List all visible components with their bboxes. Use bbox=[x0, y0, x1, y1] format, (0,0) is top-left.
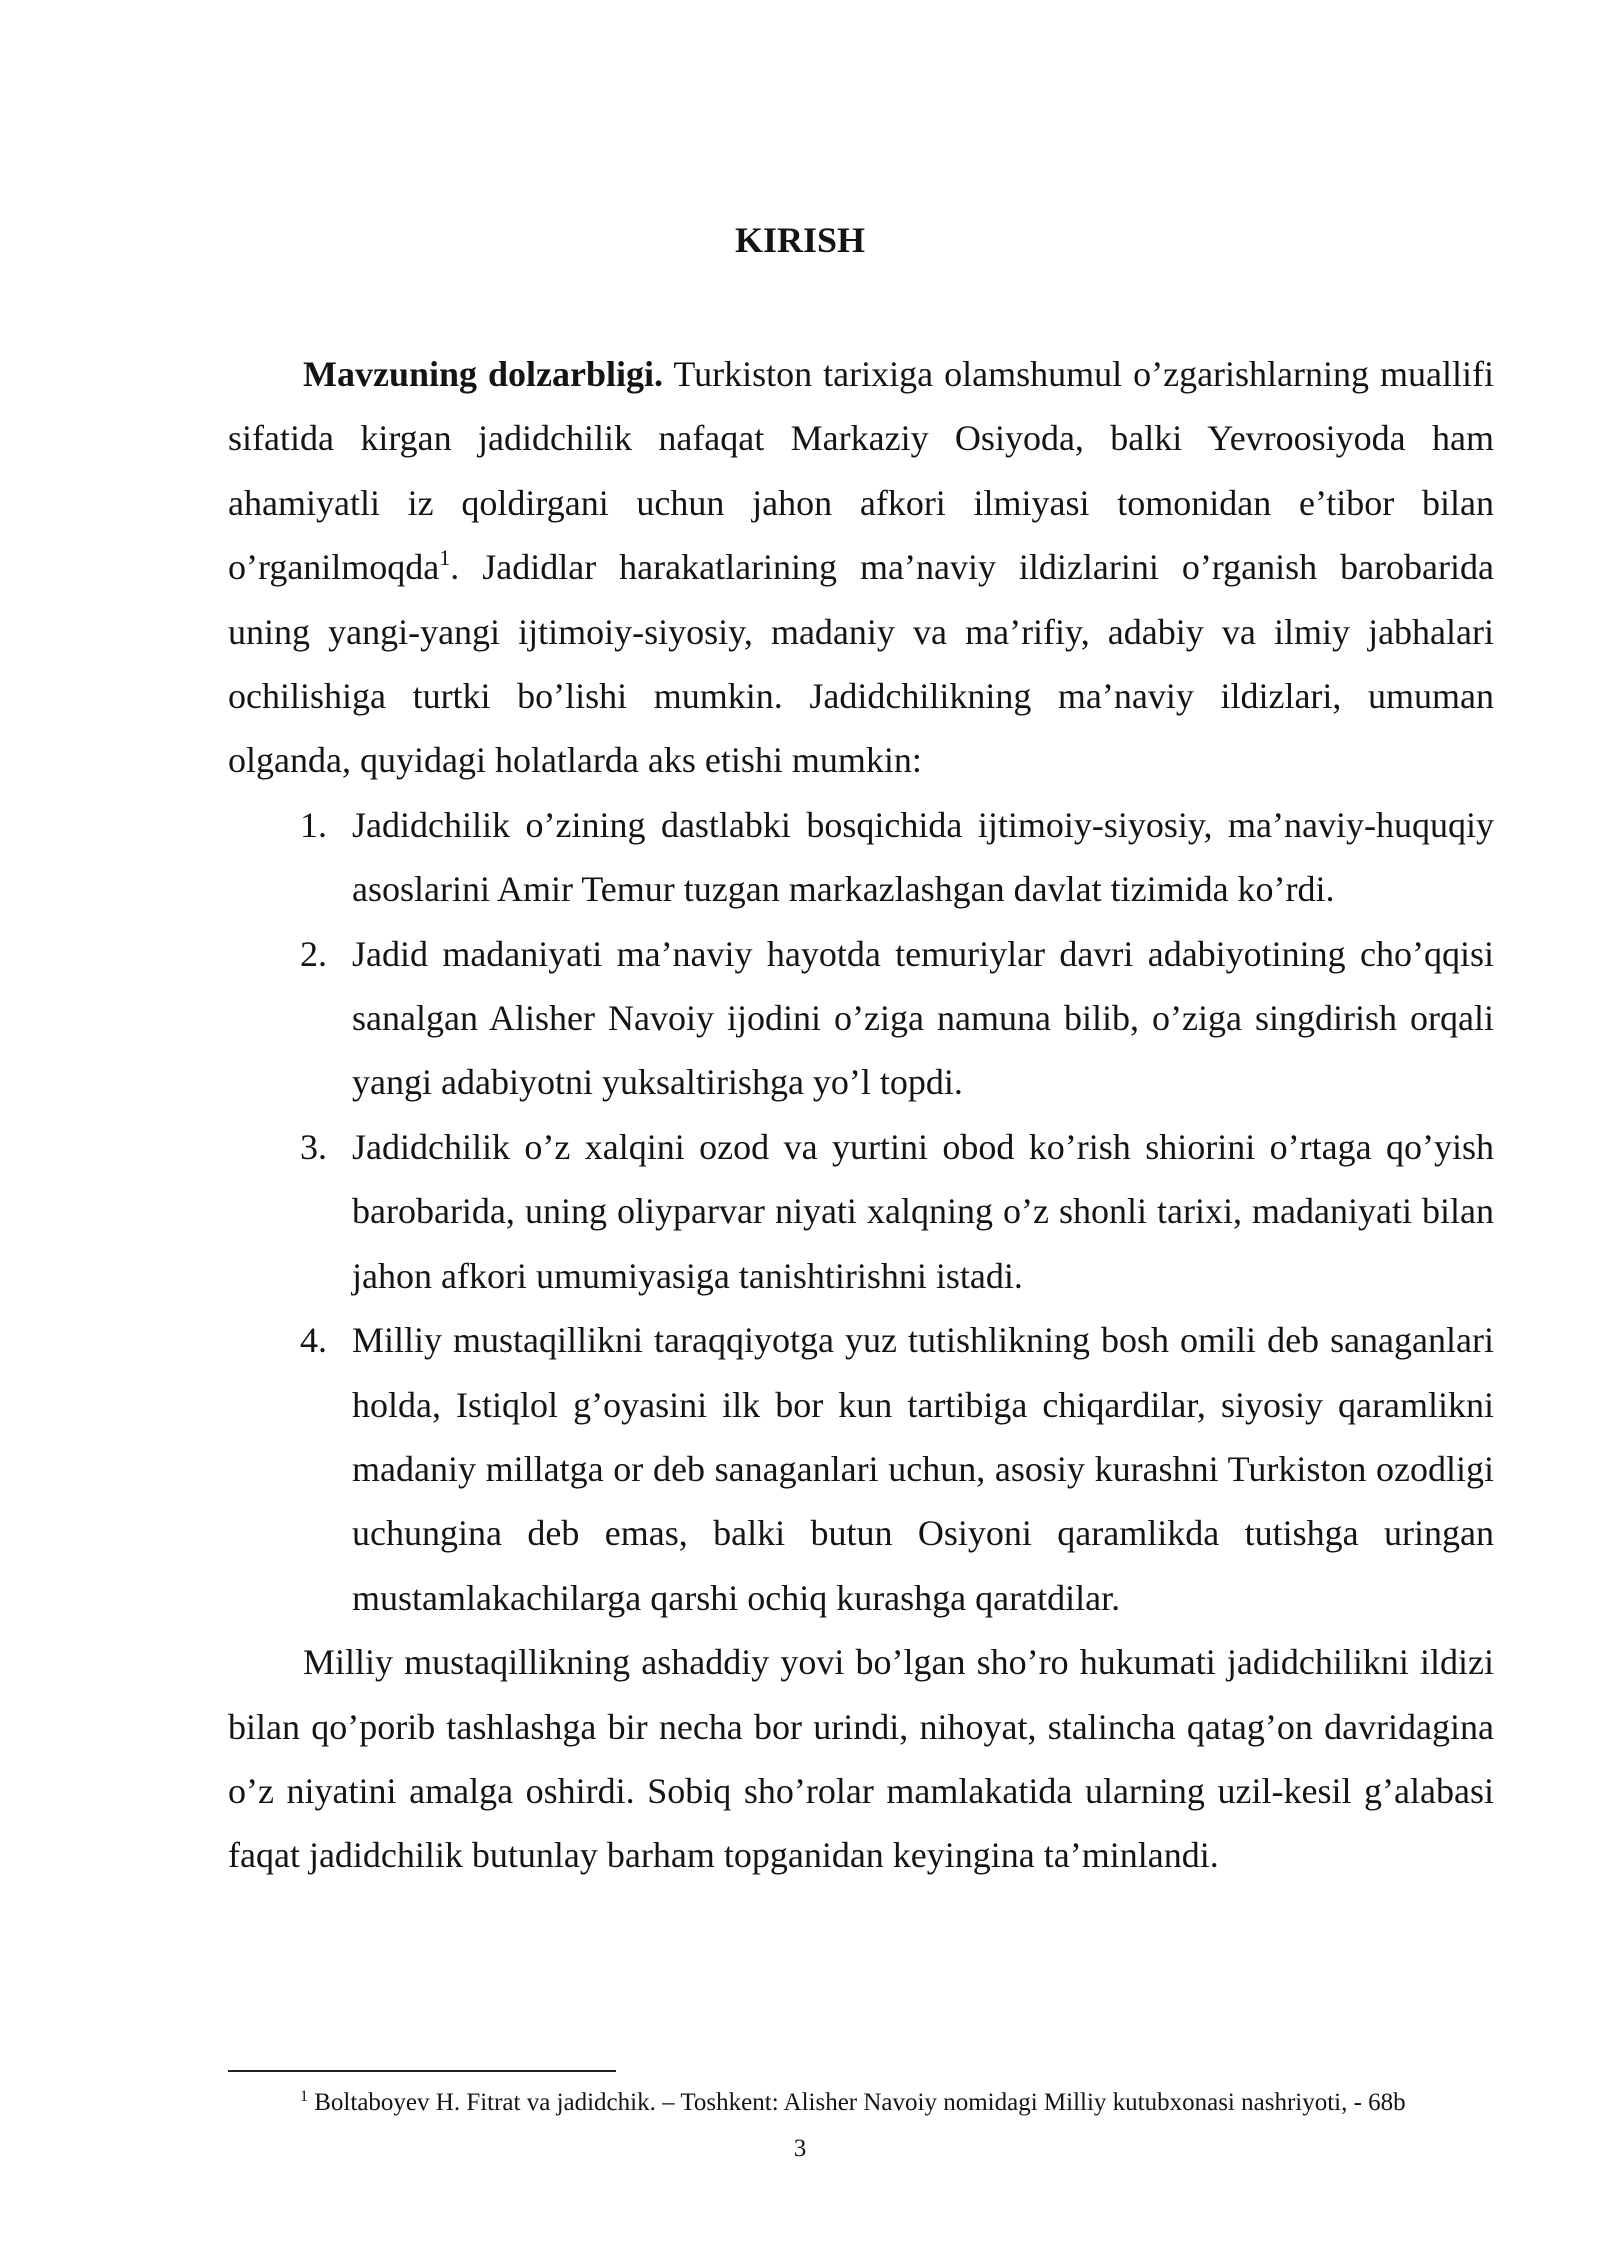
list-item bbox=[228, 1115, 1494, 1308]
footnote-marker: 1 bbox=[300, 2088, 308, 2105]
footnote-reference[interactable]: 1 bbox=[439, 545, 451, 571]
list-item-text: Jadidchilik o’zining dastlabki bosqichida ijtimoiy-siyosiy, ma’naviy-huquqiy asoslarini Amir Temur tuzgan markazlashgan davlat tizimida ko’rdi. bbox=[352, 804, 1494, 910]
numbered-list bbox=[228, 793, 1494, 1630]
list-item-number: 1. bbox=[300, 804, 327, 845]
relevance-heading: Mavzuning dolzarbligi. bbox=[303, 354, 664, 394]
list-item-text: Milliy mustaqillikni taraqqiyotga yuz tutishlikning bosh omili deb sanaganlari holda, Istiqlol g’oyasini ilk bor kun tartibiga chiqardilar, siyosiy qaramlikni madaniy millatga or deb sanaganlari uchun, asosiy kurashni Turkiston ozodligi uchungina deb emas, balki butun Osiyoni qaramlikda tutishga uringan mustamlakachilarga qarshi ochiq kurashga qaratdilar. bbox=[352, 1320, 1494, 1618]
intro-text-after-ref: . Jadidlar harakatlarining ma’naviy ildizlarini o’rganish barobarida uning yangi-yangi ijtimoiy-siyosiy, madaniy va ma’rifiy, adabiy va ilmiy jabhalari ochilishiga turtki bo’lishi mumkin. Jadidchilikning ma’naviy ildizlari, umuman olganda, quyidagi holatlarda aks etishi mumkin: bbox=[228, 547, 1494, 781]
footnote bbox=[300, 2087, 1520, 2119]
list-item-number: 2. bbox=[300, 933, 327, 974]
footnote-text: Boltaboyev H. Fitrat va jadidchik. – Toshkent: Alisher Navoiy nomidagi Milliy kutubxonasi nashriyoti, - 68b bbox=[308, 2089, 1406, 2116]
list-item-text: Jadidchilik o’z xalqini ozod va yurtini obod ko’rish shiorini o’rtaga qo’yish barobarida, uning oliyparvar niyati xalqning o’z shonli tarixi, madaniyati bilan jahon afkori umumiyasiga tanishtirishni istadi. bbox=[352, 1126, 1494, 1296]
list-item-number: 3. bbox=[300, 1126, 327, 1167]
page-number: 3 bbox=[793, 2135, 807, 2162]
list-item bbox=[228, 793, 1494, 922]
closing-paragraph: Milliy mustaqillikning ashaddiy yovi bo’lgan sho’ro hukumati jadidchilikni ildizi bilan qo’porib tashlashga bir necha bor urindi, nihoyat, stalincha qatag’on davridagina o’z niyatini amalga oshirdi. Sobiq sho’rolar mamlakatida ularning uzil-kesil g’alabasi faqat jadidchilik butunlay barham topganidan keyingina ta’minlandi. bbox=[228, 1642, 1494, 1876]
list-item-text: Jadid madaniyati ma’naviy hayotda temuriylar davri adabiyotining cho’qqisi sanalgan Alisher Navoiy ijodini o’ziga namuna bilib, o’ziga singdirish orqali yangi adabiyotni yuksaltirishga yo’l topdi. bbox=[352, 933, 1494, 1103]
list-item-number: 4. bbox=[300, 1320, 327, 1361]
footnote-divider bbox=[228, 2070, 616, 2072]
section-title: KIRISH bbox=[734, 220, 866, 260]
list-item bbox=[228, 1308, 1494, 1630]
main-text bbox=[228, 342, 1494, 1888]
intro-paragraph bbox=[228, 342, 1494, 793]
list-item bbox=[228, 922, 1494, 1115]
intro-text-before-ref: Turkiston tarixiga olamshumul o’zgarishlarning muallifi sifatida kirgan jadidchilik nafaqat Markaziy Osiyoda, balki Yevroosiyoda ham ahamiyatli iz qoldirgani uchun jahon afkori ilmiyasi tomonidan e’tibor bilan o’rganilmoqda bbox=[228, 354, 1495, 588]
